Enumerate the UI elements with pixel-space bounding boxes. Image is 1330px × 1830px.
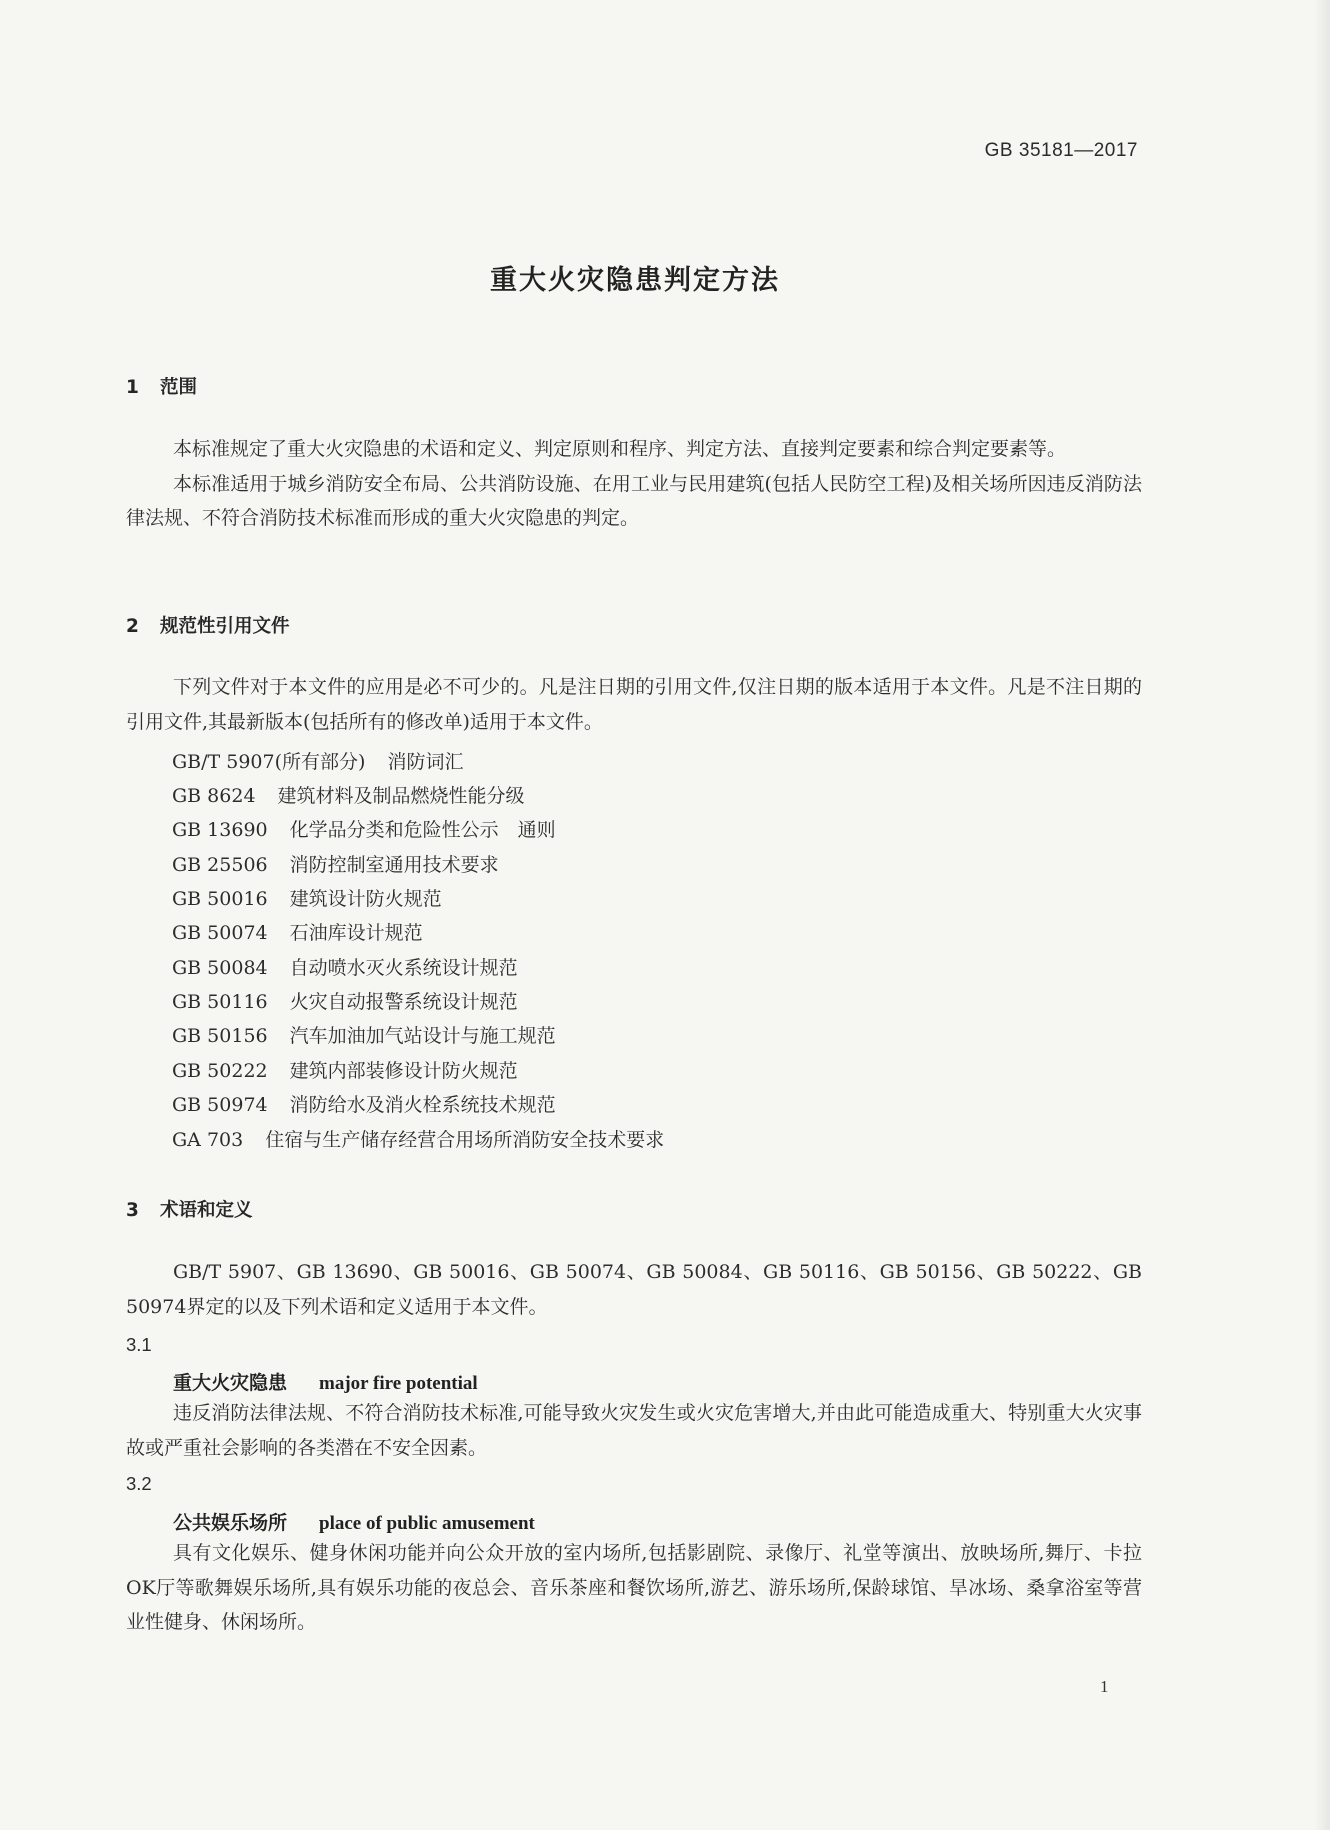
section-title: 术语和定义	[160, 1200, 253, 1221]
paragraph: 本标准适用于城乡消防安全布局、公共消防设施、在用工业与民用建筑(包括人民防空工程)及相关场所因违反消防法律法规、不符合消防技术标准而形成的重大火灾隐患的判定。	[126, 472, 1142, 529]
section-3-body	[126, 1255, 1142, 1324]
reference-title: 消防给水及消火栓系统技术规范	[289, 1094, 556, 1116]
reference-title: 建筑内部装修设计防火规范	[289, 1060, 518, 1082]
reference-item	[172, 1090, 556, 1117]
reference-code: GA 703	[172, 1129, 244, 1151]
reference-title: 汽车加油加气站设计与施工规范	[289, 1025, 556, 1047]
section-2-heading	[126, 612, 290, 638]
reference-title: 石油库设计规范	[289, 922, 423, 944]
term-heading	[173, 1368, 478, 1395]
reference-item	[172, 1056, 518, 1083]
section-number: 1	[126, 377, 139, 398]
term-english: major fire potential	[319, 1373, 478, 1394]
reference-code: GB 25506	[172, 854, 268, 876]
reference-code: GB/T 5907(所有部分)	[172, 751, 366, 773]
reference-title: 消防控制室通用技术要求	[289, 854, 499, 876]
reference-code: GB 50074	[172, 922, 268, 944]
section-1-heading	[126, 373, 197, 399]
term-english: place of public amusement	[319, 1513, 535, 1534]
reference-code: GB 50974	[172, 1094, 268, 1116]
reference-code: GB 50084	[172, 957, 268, 979]
reference-item	[172, 918, 423, 945]
page-number: 1	[1100, 1677, 1109, 1696]
reference-item	[172, 781, 525, 808]
paragraph: 下列文件对于本文件的应用是必不可少的。凡是注日期的引用文件,仅注日期的版本适用于本文件。凡是不注日期的引用文件,其最新版本(包括所有的修改单)适用于本文件。	[126, 676, 1142, 733]
reference-code: GB 50116	[172, 991, 268, 1013]
reference-item	[172, 987, 518, 1014]
standard-code: GB 35181—2017	[984, 140, 1138, 161]
term-definition-block	[126, 1536, 1142, 1640]
term-definition: 具有文化娱乐、健身休闲功能并向公众开放的室内场所,包括影剧院、录像厅、礼堂等演出、放映场所,舞厅、卡拉OK厅等歌舞娱乐场所,具有娱乐功能的夜总会、音乐茶座和餐饮场所,游艺、游乐场所,保龄球馆、旱冰场、桑拿浴室等营业性健身、休闲场所。	[126, 1542, 1142, 1633]
term-chinese: 重大火灾隐患	[173, 1372, 288, 1394]
reference-item	[172, 815, 556, 842]
section-3-heading	[126, 1196, 253, 1222]
term-number: 3.2	[126, 1473, 152, 1494]
reference-code: GB 8624	[172, 785, 256, 807]
paragraph: 本标准规定了重大火灾隐患的术语和定义、判定原则和程序、判定方法、直接判定要素和综合判定要素等。	[173, 438, 1067, 460]
reference-item	[172, 1021, 556, 1048]
term-definition-block	[126, 1396, 1142, 1465]
term-heading	[173, 1508, 535, 1535]
reference-item	[172, 1125, 664, 1152]
term-chinese: 公共娱乐场所	[173, 1512, 288, 1534]
reference-code: GB 13690	[172, 819, 268, 841]
reference-item	[172, 884, 442, 911]
section-title: 范围	[160, 377, 198, 398]
scan-edge-shadow	[1314, 0, 1330, 1830]
reference-title: 化学品分类和危险性公示 通则	[289, 819, 556, 841]
term-number: 3.1	[126, 1334, 152, 1355]
reference-code: GB 50222	[172, 1060, 268, 1082]
reference-title: 消防词汇	[387, 751, 464, 773]
term-definition: 违反消防法律法规、不符合消防技术标准,可能导致火灾发生或火灾危害增大,并由此可能造成重大、特别重大火灾事故或严重社会影响的各类潜在不安全因素。	[126, 1402, 1142, 1459]
reference-title: 火灾自动报警系统设计规范	[289, 991, 518, 1013]
reference-item	[172, 747, 463, 774]
section-2-body	[126, 670, 1142, 739]
document-title: 重大火灾隐患判定方法	[490, 265, 780, 296]
section-number: 2	[126, 616, 139, 637]
reference-code: GB 50156	[172, 1025, 268, 1047]
reference-item	[172, 953, 518, 980]
paragraph: GB/T 5907、GB 13690、GB 50016、GB 50074、GB 50084、GB 50116、GB 50156、GB 50222、GB 50974界定的以及下列术语和定义适用于本文件。	[126, 1261, 1142, 1318]
reference-title: 建筑材料及制品燃烧性能分级	[277, 785, 525, 807]
reference-code: GB 50016	[172, 888, 268, 910]
reference-title: 自动喷水灭火系统设计规范	[289, 957, 518, 979]
reference-item	[172, 850, 499, 877]
reference-title: 建筑设计防火规范	[289, 888, 442, 910]
section-1-body	[126, 432, 1142, 536]
section-title: 规范性引用文件	[160, 616, 290, 637]
section-number: 3	[126, 1200, 139, 1221]
reference-title: 住宿与生产储存经营合用场所消防安全技术要求	[265, 1129, 665, 1151]
